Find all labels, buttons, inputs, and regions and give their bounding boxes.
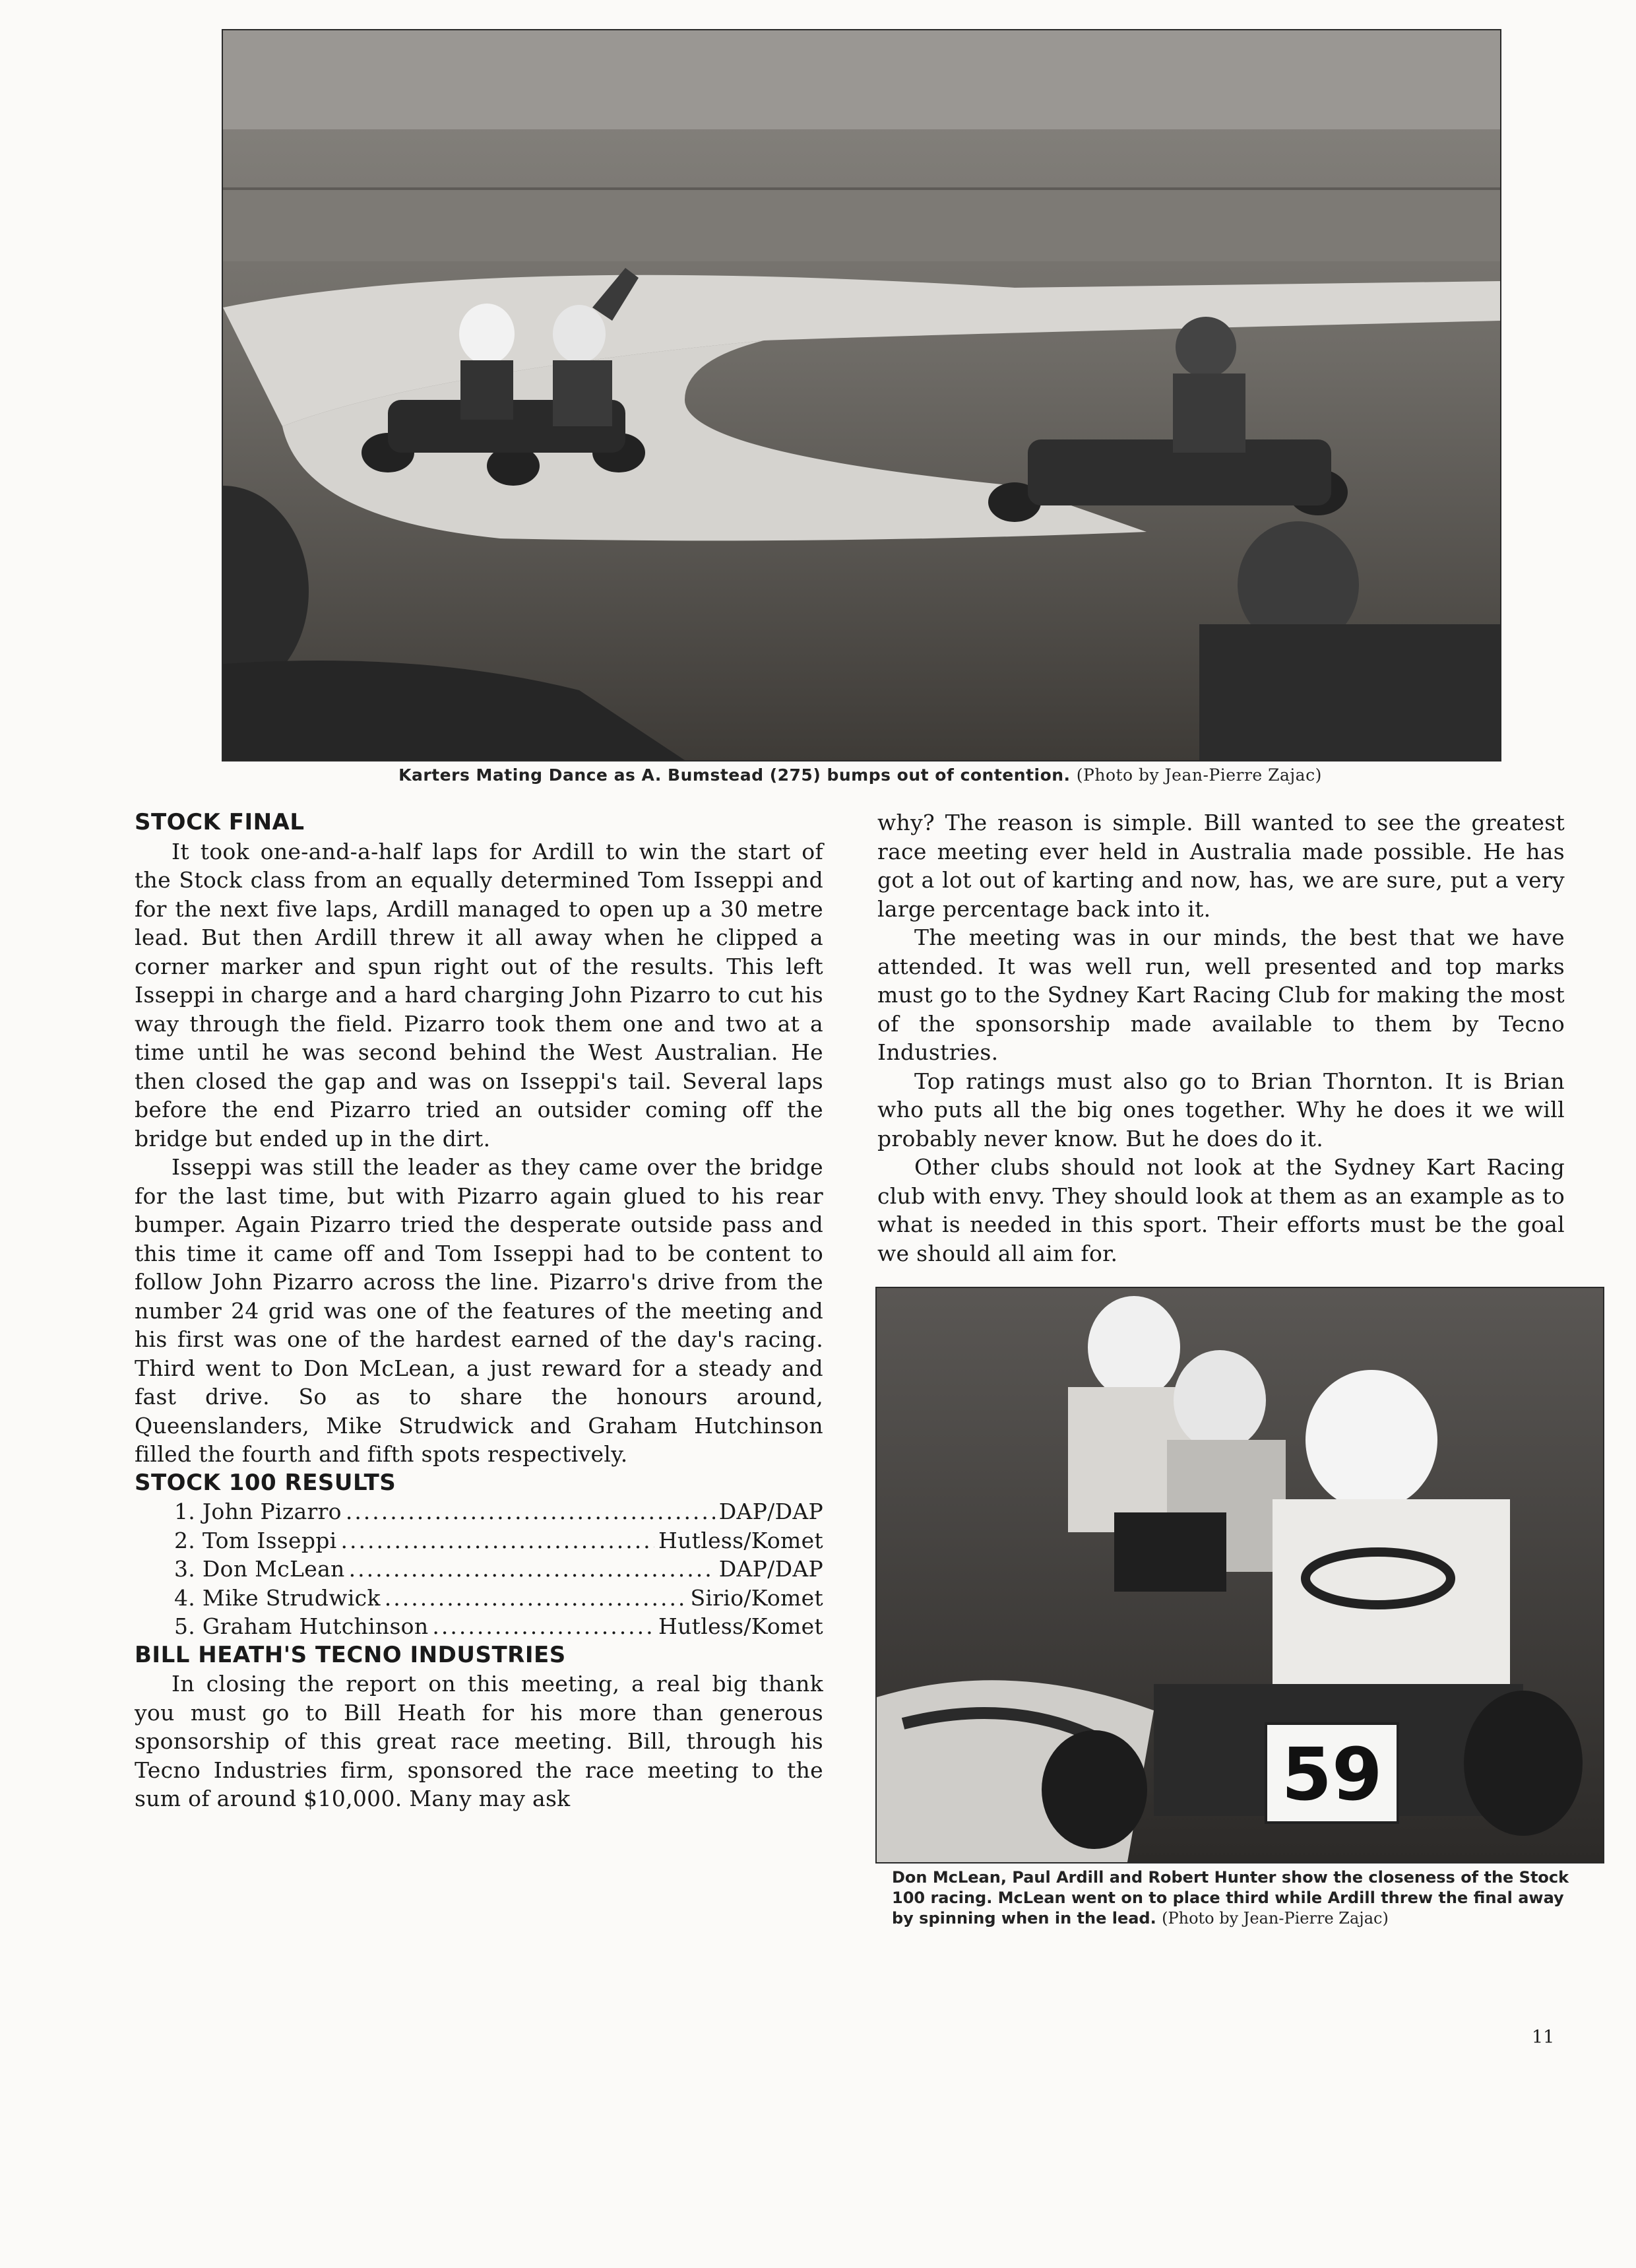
result-position: 4. xyxy=(174,1584,196,1611)
result-driver: Graham Hutchinson xyxy=(202,1613,429,1639)
paragraph: Top ratings must also go to Brian Thornton. It is Brian who puts all the big ones together. Why he does it we will probably never know. But he does do it. xyxy=(877,1068,1565,1151)
article-column-right xyxy=(877,808,1565,1268)
section-heading-tecno: BILL HEATH'S TECNO INDUSTRIES xyxy=(135,1641,566,1668)
paragraph: In closing the report on this meeting, a real big thank you must go to Bill Heath for his more than generous sponsorship of this great race meeting. Bill, through his Tecno Industries firm, sponsored the race meeting to the sum of around $10,000. Many may ask xyxy=(135,1671,823,1811)
caption-main: Karters Mating Dance as A. Bumstead (275) bumps out of contention. xyxy=(398,765,1071,785)
section-heading-stock-final: STOCK FINAL xyxy=(135,809,305,835)
photo-stock-racing-graphic xyxy=(877,1288,1603,1862)
result-driver: Mike Strudwick xyxy=(202,1584,381,1611)
photo-karters-graphic xyxy=(223,30,1500,760)
leader-dots xyxy=(349,1555,715,1584)
result-position: 5. xyxy=(174,1613,196,1639)
leader-dots xyxy=(385,1584,687,1613)
result-row xyxy=(174,1497,823,1526)
result-position: 1. xyxy=(174,1499,196,1524)
result-chassis: DAP/DAP xyxy=(718,1556,823,1582)
result-position: 2. xyxy=(174,1527,196,1553)
photo-caption-top xyxy=(222,765,1499,785)
section-heading-stock-results: STOCK 100 RESULTS xyxy=(135,1469,396,1496)
result-chassis: Hutless/Komet xyxy=(658,1613,823,1639)
photo-stock-100-racing xyxy=(875,1287,1604,1863)
leader-dots xyxy=(432,1612,654,1641)
result-driver: Don McLean xyxy=(202,1556,345,1582)
page-number: 11 xyxy=(1532,2027,1555,2048)
paragraph: The meeting was in our minds, the best that we have attended. It was well run, well presented and top marks must go to the Sydney Kart Racing Club for making the most of the sponsorship made available to them by Tecno Industries. xyxy=(877,924,1565,1065)
kart-number-plate: 59 xyxy=(1281,1732,1383,1817)
paragraph-continuation: why? The reason is simple. Bill wanted to see the greatest race meeting ever held in Australia made possible. He has got a lot out of karting and now, has, we are sure, put a very large percentage back into it. xyxy=(877,810,1565,922)
paragraph: It took one-and-a-half laps for Ardill to win the start of the Stock class from an equally determined Tom Isseppi and for the next five laps, Ardill managed to open up a 30 metre lead. But then Ardill threw it all away when he clipped a corner marker and spun right out of the results. This left Isseppi in charge and a hard charging John Pizarro to cut his way through the field. Pizarro took them one and two at a time until he was second behind the West Australian. He then closed the gap and was on Isseppi's tail. Several laps before the end Pizarro tried an outsider coming off the bridge but ended up in the dirt. xyxy=(135,838,823,1151)
caption-credit: (Photo by Jean-Pierre Zajac) xyxy=(1076,765,1322,785)
result-chassis: DAP/DAP xyxy=(718,1499,823,1524)
leader-dots xyxy=(341,1526,654,1555)
article-column-left xyxy=(135,808,823,1813)
result-row xyxy=(174,1555,823,1584)
caption-main: Don McLean, Paul Ardill and Robert Hunter show the closeness of the Stock 100 racing. McLean went on to place third while Ardill threw the final away by spinning when in the lead. xyxy=(892,1868,1569,1928)
result-row xyxy=(174,1584,823,1613)
photo-caption-right xyxy=(892,1867,1586,1929)
result-chassis: Hutless/Komet xyxy=(658,1527,823,1553)
result-row xyxy=(174,1612,823,1641)
paragraph: Isseppi was still the leader as they came over the bridge for the last time, but with Pizarro again glued to his rear bumper. Again Pizarro tried the desperate outside pass and this time it came off and Tom Isseppi had to be content to follow John Pizarro across the line. Pizarro's drive from the number 24 grid was one of the features of the meeting and his first was one of the hardest earned of the day's racing. Third went to Don McLean, a just reward for a steady and fast drive. So as to share the honours around, Queenslanders, Mike Strudwick and Graham Hutchinson filled the fourth and fifth spots respectively. xyxy=(135,1154,823,1467)
result-driver: Tom Isseppi xyxy=(202,1527,337,1553)
result-driver: John Pizarro xyxy=(202,1499,342,1524)
leader-dots xyxy=(346,1497,715,1526)
results-list xyxy=(174,1497,823,1641)
result-chassis: Sirio/Komet xyxy=(690,1584,823,1611)
result-row xyxy=(174,1526,823,1555)
result-position: 3. xyxy=(174,1556,196,1582)
photo-karters-mating-dance xyxy=(222,29,1501,761)
paragraph: Other clubs should not look at the Sydney Kart Racing club with envy. They should look at them as an example as to what is needed in this sport. Their efforts must be the goal we should all aim for. xyxy=(877,1154,1565,1266)
caption-credit: (Photo by Jean-Pierre Zajac) xyxy=(1162,1909,1389,1928)
